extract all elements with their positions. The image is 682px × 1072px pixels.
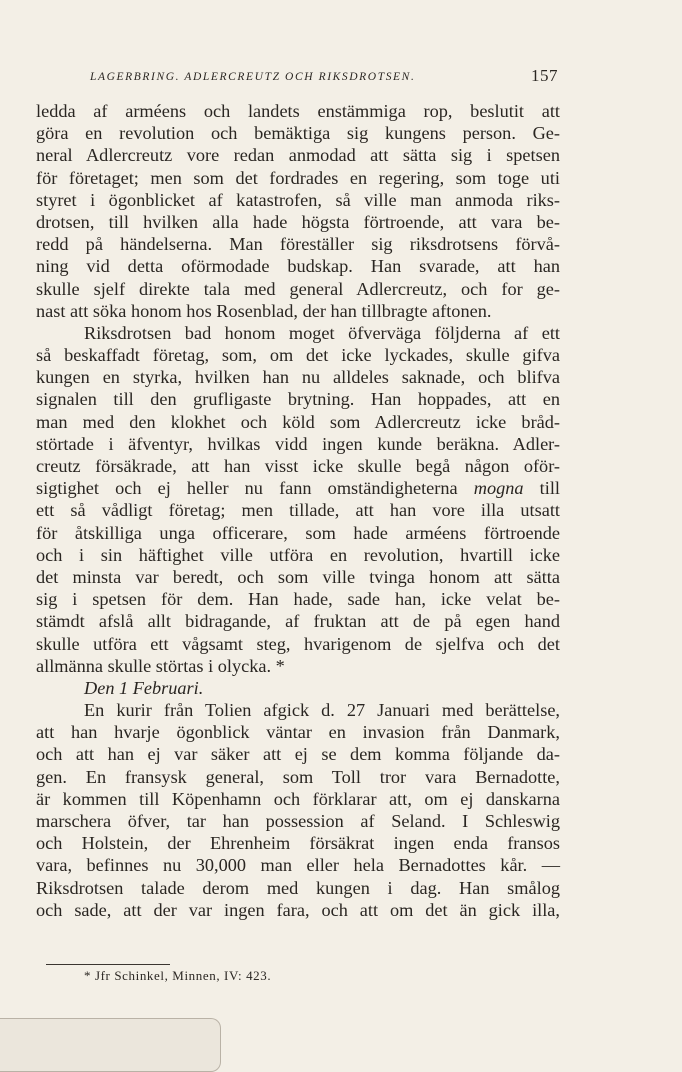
footnote: * Jfr Schinkel, Minnen, IV: 423. xyxy=(84,968,272,983)
page-number: 157 xyxy=(531,66,558,85)
text-line: sig i spetsen för dem. Han hade, sade han, icke velat be- xyxy=(36,589,560,610)
body-text xyxy=(36,100,560,921)
text-line: och att han ej var säker att ej se dem komma följande da- xyxy=(36,744,560,765)
text-line: det minsta var beredt, och som ville tvinga honom att sätta xyxy=(36,566,560,587)
text-line: göra en revolution och bemäktiga sig kungens person. Ge- xyxy=(36,123,560,144)
footnote-rule xyxy=(46,964,170,965)
text-line: neral Adlercreutz vore redan anmodad att sätta sig i spetsen xyxy=(36,145,560,166)
text-line: kungen en styrka, hvilken han nu alldeles saknade, och blifva xyxy=(36,367,560,388)
text-line: styret i ögonblicket af katastrofen, så ville man anmoda riks- xyxy=(36,189,560,210)
text-line: störtade i äfventyr, hvilkas vidd ingen kunde beräkna. Adler- xyxy=(36,433,560,454)
text-line: och i sin häftighet ville utföra en revolution, hvartill icke xyxy=(36,544,560,565)
text-line: signalen till den grufligaste brytning. Han hoppades, att en xyxy=(36,389,560,410)
text-line: är kommen till Köpenhamn och förklarar att, om ej danskarna xyxy=(36,788,560,809)
text-line: och sade, att der var ingen fara, och att om det än gick illa, xyxy=(36,899,560,920)
text-fragment: till xyxy=(539,478,560,499)
text-line: Riksdrotsen talade derom med kungen i dag. Han smålog xyxy=(36,877,560,898)
text-line: marschera öfver, tar han possession af Seland. I Schleswig xyxy=(36,811,560,831)
text-fragment: sigtighet och ej heller nu fann omständigheterna xyxy=(36,478,458,499)
text-line: ning vid detta oförmodade budskap. Han svarade, att han xyxy=(36,256,560,277)
text-line: skulle sjelf direkte tala med general Adlercreutz, och for ge- xyxy=(36,278,560,299)
running-title: LAGERBRING. ADLERCREUTZ OCH RIKSDROTSEN. xyxy=(90,71,416,83)
text-line: så beskaffadt företag, som, om det icke lyckades, skulle gifva xyxy=(36,345,560,366)
italic-word: mogna xyxy=(473,478,524,499)
text-line: allmänna skulle störtas i olycka. * xyxy=(36,655,285,676)
text-line-with-italic xyxy=(36,477,560,499)
text-line: En kurir från Tolien afgick d. 27 Januari med berättelse, xyxy=(84,700,560,721)
date-heading xyxy=(36,677,560,699)
text-line: nast att söka honom hos Rosenblad, der han tillbragte aftonen. xyxy=(36,300,492,321)
text-line: Riksdrotsen bad honom moget öfverväga följderna af ett xyxy=(84,322,560,343)
text-line: creutz försäkrade, att han visst icke skulle begå någon oför- xyxy=(36,456,560,476)
text-line: drotsen, till hvilken alla hade högsta förtroende, att vara be- xyxy=(36,211,560,232)
text-line: ledda af arméens och landets enstämmiga rop, beslutit att xyxy=(36,101,560,121)
text-line: skulle utföra ett vågsamt steg, hvarigenom de sjelfva och det xyxy=(36,633,560,654)
text-line: vara, befinnes nu 30,000 man eller hela Bernadottes kår. — xyxy=(36,855,560,876)
text-line: att han hvarje ögonblick väntar en invasion från Danmark, xyxy=(36,722,560,743)
text-line: man med den klokhet och köld som Adlercreutz icke bråd- xyxy=(36,411,560,432)
text-line: ett så vådligt företag; men tillade, att han vore illa utsatt xyxy=(36,500,560,521)
library-stamp xyxy=(0,1018,221,1072)
text-line: redd på händelserna. Man föreställer sig riksdrotsens förvå- xyxy=(36,234,560,255)
date-heading-text: Den 1 Februari. xyxy=(84,677,204,698)
text-line: och Holstein, der Ehrenheim försäkrat ingen enda fransos xyxy=(36,833,560,854)
running-header xyxy=(88,66,558,90)
text-line: för företaget; men som det fordrades en regering, som toge uti xyxy=(36,167,560,188)
text-line: stämdt afslå allt bidragande, af fruktan att de på egen hand xyxy=(36,611,560,632)
text-line: för åtskilliga unga officerare, som hade arméens förtroende xyxy=(36,522,560,543)
text-line: gen. En fransysk general, som Toll tror vara Bernadotte, xyxy=(36,766,560,787)
